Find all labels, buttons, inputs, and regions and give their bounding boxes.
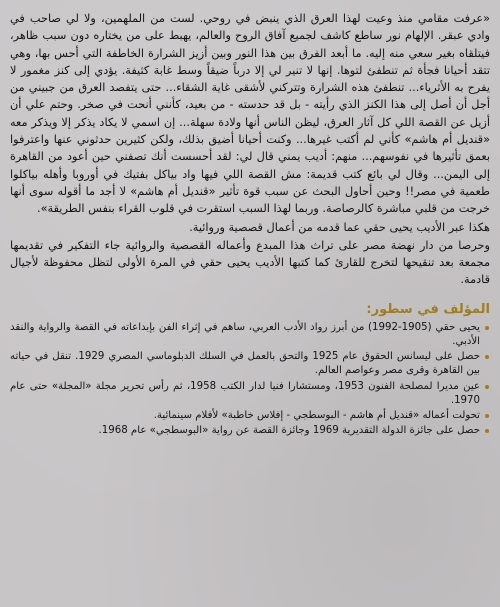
quote-body [10,10,490,289]
bio-item: حصل على ليسانس الحقوق عام 1925 والتحق بالعمل في السلك الدبلوماسي المصري 1929. تنقل في حياته بين القاهرة وقرى مصر وعواصم العالم. [10,350,490,378]
bio-item: يحيى حقي (1905-1992) من أبرز رواد الأدب العربي، ساهم في إثراء الفن بإبداعاته في القصة والرواية والنقد الأدبي. [10,321,490,349]
bio-item: تحولت أعماله «قنديل أم هاشم - البوسطجي - إفلاس خاطبة» لأفلام سينمائية. [10,409,490,423]
publisher-paragraph: وحرصا من دار نهضة مصر على تراث هذا المبدع وأعماله القصصية والروائية جاء التفكير في تقديمها مجمعة بعد تنقيحها لتخرج للقارئ كما كتبها الأديب يحيى حقي في المرة الأولى لتظل محفوظة لأجيال قادمة. [10,238,490,287]
author-bio-list [10,321,490,439]
bio-item: حصل على جائزة الدولة التقديرية 1969 وجائزة القصة عن رواية «البوسطجي» عام 1968. [10,424,490,438]
bio-item: عين مديرا لمصلحة الفنون 1953، ومستشارا فنيا لدار الكتب 1958، ثم رأس تحرير مجلة «المجلة» حتى عام 1970. [10,380,490,408]
cover-text [10,10,490,439]
author-section-title: المؤلف في سطور: [366,301,490,317]
author-quote-paragraph: «عرفت مقامي منذ وعيت لهذا العرق الذي ينبض في روحي. لست من الملهمين، ولا لي صاحب في وادي عبقر. الإلهام نور ساطع كاشف لجميع آفاق الروح والعالم، يهبط على من يختاره دون سبب ظاهر، فيتلقاه بغير سعي منه إليه. ما أبعد الفرق بين هذا النور وبين أزيز الشرارة الخاطفة التي أحس بها، وهي تتقد أحيانا فجأة ثم تنطفئ لتوها. إنها لا تنير لي إلا درباً ضيقاً وسط غابة كثيفة. يؤدي إلى كنز مغمور لا يفرح به الأثرياء... تنطفئ هذه الشرارة وتتركني لأشقى غاية الشقاء... حتى يتفصد العرق من جبيني من أجل أن أصل إلى هذا الكنز الذي رأيته - بل قد حدسته - من بعيد، كأنني أنحت في صخر. وحتم علي أن أزيل عن القصة اللي كل آثار العرق، ليظن الناس أنها ولادة سهلة... إن اسمي لا يكاد يذكر إلا ويذكر معه «قنديل أم هاشم» كأني لم أكتب غيرها... وكنت أحيانا أضيق بذلك، ولكن كثيرين حدثوني عنها واعترفوا بعمق تأثيرها في نفوسهم... منهم: أديب يمني قال لي: لقد أحسست أنك تصفني حين أعود من القاهرة إلى اليمن... وقال لي بائع كتب قديمة: مش القصة اللي فيها واد بياكل بفتيك في أوروبا وأهله بياكلوا طعمية في مصر!! وحين أحاول البحث عن سبب قوة تأثير «قنديل أم هاشم» لا أجد ما أقوله سوى أنها خرجت من قلبي مباشرة كالرصاصة. وربما لهذا السبب استقرت في قلوب القراء بنفس الطريقة». [10,12,490,216]
summary-paragraph: هكذا عبر الأديب يحيى حقي عما قدمه من أعمال قصصية وروائية. [189,220,490,234]
